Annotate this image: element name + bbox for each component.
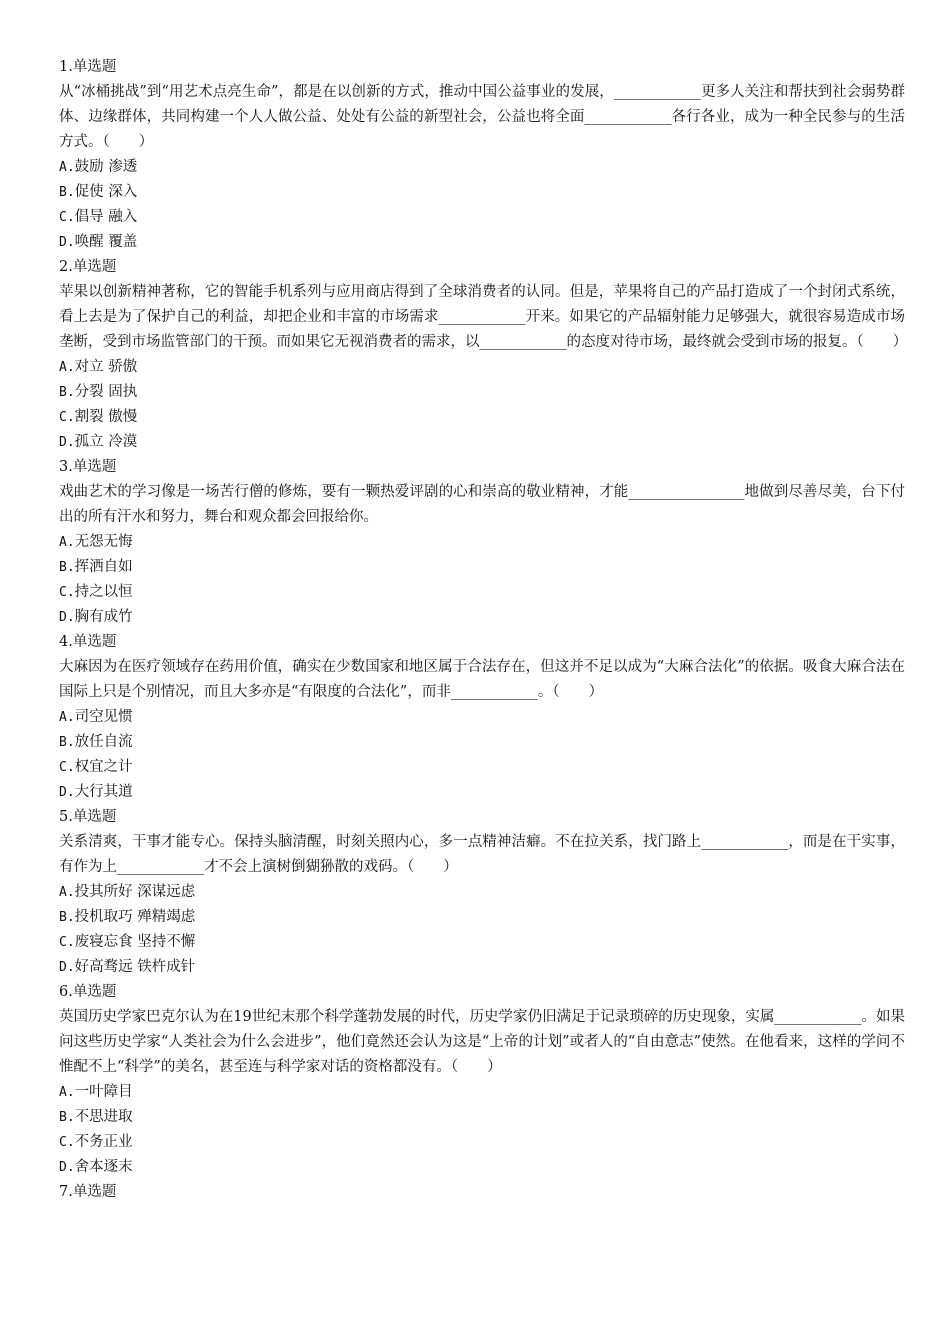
option-letter: C. bbox=[59, 1135, 75, 1150]
option-text: 无怨无悔 bbox=[74, 534, 133, 550]
question-stem: 关系清爽，干事才能专心。保持头脑清醒，时刻关照内心，多一点精神洁癖。不在拉关系，找门路上____________，而是在干实事，有作为上____________才不会上演树倒猢狲散的戏码。（ ） bbox=[59, 834, 905, 875]
option-b[interactable] bbox=[59, 730, 905, 755]
option-letter: C. bbox=[59, 935, 75, 950]
option-d[interactable] bbox=[59, 955, 905, 980]
option-a[interactable] bbox=[59, 355, 905, 380]
option-text: 放任自流 bbox=[74, 734, 133, 750]
option-text: 一叶障目 bbox=[74, 1084, 133, 1100]
question-stem: 苹果以创新精神著称，它的智能手机系列与应用商店得到了全球消费者的认同。但是，苹果将自己的产品打造成了一个封闭式系统，看上去是为了保护自己的利益，却把企业和丰富的市场需求____________开来。如果它的产品辐射能力足够强大，就很容易造成市场垄断，受到市场监管部门的干预。而如果它无视消费者的需求，以____________的态度对待市场，最终就会受到市场的报复。（ ） bbox=[59, 284, 908, 350]
option-text: 鼓励 渗透 bbox=[74, 159, 138, 175]
option-d[interactable] bbox=[59, 1155, 905, 1180]
question-header: 4.单选题 bbox=[59, 634, 117, 650]
question-header: 1.单选题 bbox=[59, 59, 117, 75]
question-4 bbox=[59, 630, 905, 805]
option-text: 司空见惯 bbox=[74, 709, 133, 725]
option-text: 割裂 傲慢 bbox=[74, 409, 138, 425]
option-text: 投其所好 深谋远虑 bbox=[74, 884, 196, 900]
option-b[interactable] bbox=[59, 380, 905, 405]
question-1 bbox=[59, 55, 905, 255]
option-letter: C. bbox=[59, 585, 75, 600]
question-header: 3.单选题 bbox=[59, 459, 117, 475]
option-text: 持之以恒 bbox=[74, 584, 133, 600]
question-7 bbox=[59, 1180, 905, 1205]
question-2 bbox=[59, 255, 908, 455]
option-text: 不思进取 bbox=[74, 1109, 133, 1125]
option-b[interactable] bbox=[59, 905, 905, 930]
option-a[interactable] bbox=[59, 880, 905, 905]
option-letter: A. bbox=[59, 360, 75, 375]
option-letter: A. bbox=[59, 535, 75, 550]
question-stem: 从“冰桶挑战”到“用艺术点亮生命”，都是在以创新的方式，推动中国公益事业的发展，____________更多人关注和帮扶到社会弱势群体、边缘群体，共同构建一个人人做公益、处处有公益的新型社会，公益也将全面____________各行各业，成为一种全民参与的生活方式。（ ） bbox=[59, 84, 905, 150]
option-letter: B. bbox=[59, 385, 75, 400]
option-c[interactable] bbox=[59, 930, 905, 955]
option-a[interactable] bbox=[59, 705, 905, 730]
question-3 bbox=[59, 455, 905, 630]
option-letter: A. bbox=[59, 160, 75, 175]
option-text: 不务正业 bbox=[74, 1134, 133, 1150]
option-letter: D. bbox=[59, 960, 75, 975]
option-d[interactable] bbox=[59, 780, 905, 805]
option-text: 唤醒 覆盖 bbox=[74, 234, 138, 250]
option-text: 促使 深入 bbox=[74, 184, 138, 200]
option-letter: B. bbox=[59, 910, 75, 925]
question-stem: 英国历史学家巴克尔认为在19世纪末那个科学蓬勃发展的时代，历史学家仍旧满足于记录琐碎的历史现象，实属____________。如果问这些历史学家“人类社会为什么会进步”，他们竟然还会认为这是“上帝的计划”或者人的“自由意志”使然。在他看来，这样的学问不惟配不上“科学”的美名，甚至连与科学家对话的资格都没有。（ ） bbox=[59, 1009, 905, 1075]
option-c[interactable] bbox=[59, 755, 905, 780]
option-text: 倡导 融入 bbox=[74, 209, 138, 225]
option-c[interactable] bbox=[59, 205, 905, 230]
option-c[interactable] bbox=[59, 405, 905, 430]
option-letter: A. bbox=[59, 710, 75, 725]
question-header: 6.单选题 bbox=[59, 984, 117, 1000]
option-text: 权宜之计 bbox=[74, 759, 133, 775]
option-c[interactable] bbox=[59, 580, 905, 605]
option-a[interactable] bbox=[59, 530, 905, 555]
option-b[interactable] bbox=[59, 555, 905, 580]
option-letter: D. bbox=[59, 610, 75, 625]
option-text: 大行其道 bbox=[74, 784, 133, 800]
question-list bbox=[59, 55, 908, 1205]
option-b[interactable] bbox=[59, 1105, 905, 1130]
question-stem: 大麻因为在医疗领域存在药用价值，确实在少数国家和地区属于合法存在，但这并不足以成为“大麻合法化”的依据。吸食大麻合法在国际上只是个别情况，而且大多亦是“有限度的合法化”，而非____________。（ ） bbox=[59, 659, 905, 700]
question-6 bbox=[59, 980, 905, 1180]
option-c[interactable] bbox=[59, 1130, 905, 1155]
question-header: 5.单选题 bbox=[59, 809, 117, 825]
question-header: 2.单选题 bbox=[59, 259, 117, 275]
option-b[interactable] bbox=[59, 180, 905, 205]
question-header: 7.单选题 bbox=[59, 1184, 117, 1200]
option-letter: C. bbox=[59, 210, 75, 225]
option-letter: A. bbox=[59, 885, 75, 900]
option-d[interactable] bbox=[59, 230, 905, 255]
option-text: 舍本逐末 bbox=[74, 1159, 133, 1175]
option-d[interactable] bbox=[59, 430, 905, 455]
option-letter: D. bbox=[59, 235, 75, 250]
option-letter: D. bbox=[59, 1160, 75, 1175]
option-letter: B. bbox=[59, 1110, 75, 1125]
option-a[interactable] bbox=[59, 155, 905, 180]
option-a[interactable] bbox=[59, 1080, 905, 1105]
option-letter: B. bbox=[59, 185, 75, 200]
option-text: 分裂 固执 bbox=[74, 384, 138, 400]
option-text: 投机取巧 殚精竭虑 bbox=[74, 909, 196, 925]
option-text: 胸有成竹 bbox=[74, 609, 133, 625]
option-letter: B. bbox=[59, 735, 75, 750]
option-text: 挥洒自如 bbox=[74, 559, 133, 575]
option-text: 好高骛远 铁杵成针 bbox=[74, 959, 196, 975]
option-letter: B. bbox=[59, 560, 75, 575]
option-text: 对立 骄傲 bbox=[74, 359, 138, 375]
option-letter: D. bbox=[59, 435, 75, 450]
option-d[interactable] bbox=[59, 605, 905, 630]
question-5 bbox=[59, 805, 905, 980]
option-letter: C. bbox=[59, 410, 75, 425]
question-stem: 戏曲艺术的学习像是一场苦行僧的修炼，要有一颗热爱评剧的心和崇高的敬业精神，才能________________地做到尽善尽美，台下付出的所有汗水和努力，舞台和观众都会回报给你。 bbox=[59, 484, 905, 525]
option-text: 孤立 冷漠 bbox=[74, 434, 138, 450]
option-letter: C. bbox=[59, 760, 75, 775]
option-letter: D. bbox=[59, 785, 75, 800]
option-text: 废寝忘食 坚持不懈 bbox=[74, 934, 196, 950]
option-letter: A. bbox=[59, 1085, 75, 1100]
